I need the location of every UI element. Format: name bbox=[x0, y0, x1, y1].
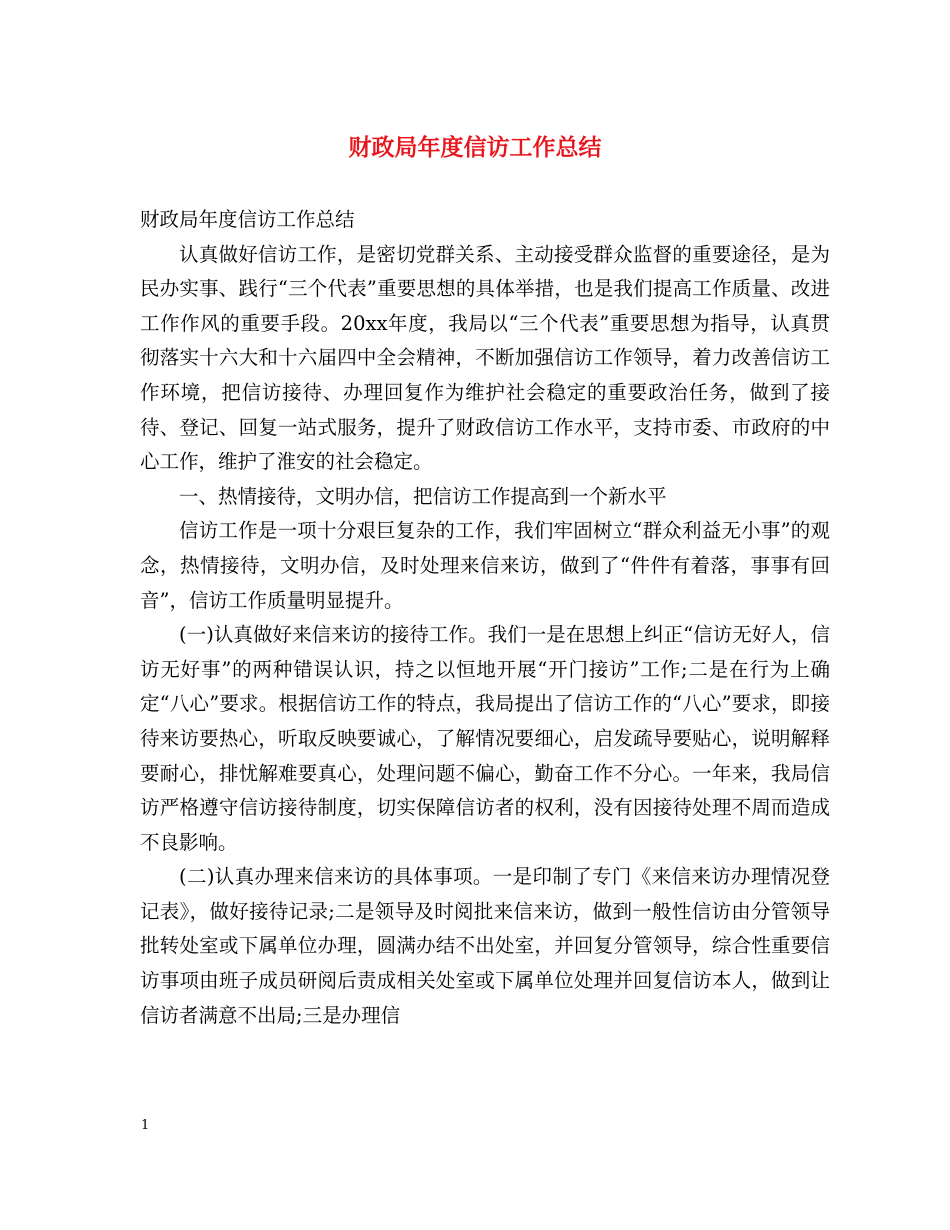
subtitle-paragraph: 财政局年度信访工作总结 bbox=[140, 208, 355, 231]
document-body bbox=[140, 203, 830, 1033]
body-paragraph: (二)认真办理来信来访的具体事项。一是印制了专门《来信来访办理情况登记表》，做好接待记录;二是领导及时阅批来信来访，做到一般性信访由分管领导批转处室或下属单位办理，圆满办结不出处室，并回复分管领导，综合性重要信访事项由班子成员研阅后责成相关处室或下属单位处理并回复信访本人，做到让信访者满意不出局;三是办理信 bbox=[140, 865, 830, 1027]
body-paragraph: 信访工作是一项十分艰巨复杂的工作，我们牢固树立“群众利益无小事”的观念，热情接待，文明办信，及时处理来信来访，做到了“件件有着落，事事有回音”，信访工作质量明显提升。 bbox=[140, 519, 830, 612]
section-heading-1: 一、热情接待，文明办信，把信访工作提高到一个新水平 bbox=[179, 484, 667, 508]
intro-paragraph: 认真做好信访工作，是密切党群关系、主动接受群众监督的重要途径，是为民办实事、践行“三个代表”重要思想的具体举措，也是我们提高工作质量、改进工作作风的重要手段。20xx年度，我局以“三个代表”重要思想为指导，认真贯彻落实十六大和十六届四中全会精神，不断加强信访工作领导，着力改善信访工作环境，把信访接待、办理回复作为维护社会稳定的重要政治任务，做到了接待、登记、回复一站式服务，提升了财政信访工作水平，支持市委、市政府的中心工作，维护了淮安的社会稳定。 bbox=[140, 242, 830, 474]
body-paragraph: (一)认真做好来信来访的接待工作。我们一是在思想上纠正“信访无好人，信访无好事”的两种错误认识，持之以恒地开展“开门接访”工作;二是在行为上确定“八心”要求。根据信访工作的特点，我局提出了信访工作的“八心”要求，即接待来访要热心，听取反映要诚心，了解情况要细心，启发疏导要贴心，说明解释要耐心，排忧解难要真心，处理问题不偏心，勤奋工作不分心。一年来，我局信访严格遵守信访接待制度，切实保障信访者的权利，没有因接待处理不周而造成不良影响。 bbox=[140, 623, 830, 854]
document-title: 财政局年度信访工作总结 bbox=[348, 134, 602, 161]
page-number: 1 bbox=[141, 1118, 150, 1133]
